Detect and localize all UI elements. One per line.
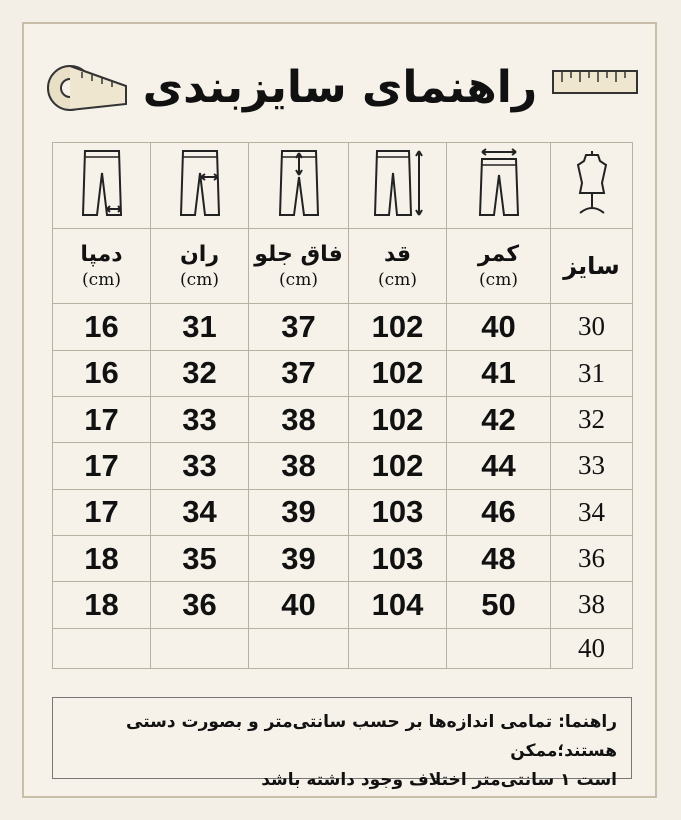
hem-cell: [53, 350, 151, 396]
waist-cell: [447, 535, 551, 581]
pants-hem-icon: [77, 147, 127, 219]
table-row: [53, 628, 633, 668]
length-value: 102: [371, 355, 424, 391]
waist-value: 46: [481, 494, 516, 530]
mannequin-cell: [551, 143, 633, 229]
size-cell: [551, 304, 633, 350]
length-cell: [349, 489, 447, 535]
mannequin-icon: [570, 149, 614, 217]
waist-header: کمر (cm): [447, 228, 551, 304]
header: [0, 48, 681, 128]
thigh-value: 32: [182, 355, 217, 391]
size-header: سایز: [551, 228, 633, 304]
size-cell: [551, 489, 633, 535]
waist-cell: [447, 489, 551, 535]
hem-cell: [53, 489, 151, 535]
length-value: 104: [371, 586, 424, 622]
table-row: [53, 443, 633, 489]
length-cell: [349, 443, 447, 489]
hem-value: 18: [84, 540, 119, 576]
length-value: 102: [371, 401, 424, 437]
rise-value: 38: [281, 447, 316, 483]
thigh-header: ران (cm): [151, 228, 249, 304]
size-cell: [551, 396, 633, 442]
size-value: 33: [578, 450, 605, 481]
size-cell: [551, 535, 633, 581]
thigh-icon-cell: [151, 143, 249, 229]
length-cell: [349, 628, 447, 668]
length-cell: [349, 350, 447, 396]
size-cell: [551, 582, 633, 628]
hem-value: 17: [84, 401, 119, 437]
hem-cell: [53, 443, 151, 489]
size-value: 34: [578, 496, 605, 527]
length-cell: [349, 582, 447, 628]
length-cell: [349, 396, 447, 442]
header-row: [53, 228, 633, 304]
rise-cell: [249, 582, 349, 628]
length-cell: [349, 535, 447, 581]
table-row: [53, 350, 633, 396]
thigh-value: 31: [182, 308, 217, 344]
size-value: 40: [578, 632, 605, 663]
thigh-cell: [151, 443, 249, 489]
hem-value: 17: [84, 494, 119, 530]
hem-value: 17: [84, 447, 119, 483]
rise-cell: [249, 396, 349, 442]
hem-cell: [53, 535, 151, 581]
thigh-value: 35: [182, 540, 217, 576]
size-value: 36: [578, 543, 605, 574]
length-value: 102: [371, 447, 424, 483]
thigh-value: 33: [182, 447, 217, 483]
page-title: راهنمای سایزبندی: [142, 62, 538, 113]
thigh-value: 34: [182, 494, 217, 530]
pants-waist-icon: [474, 147, 524, 219]
size-value: 30: [578, 311, 605, 342]
rise-header: فاق جلو (cm): [249, 228, 349, 304]
length-icon-cell: [349, 143, 447, 229]
waist-value: 48: [481, 540, 516, 576]
size-table: [52, 142, 633, 669]
rise-value: 37: [281, 308, 316, 344]
pants-length-icon: [371, 147, 425, 219]
measuring-tape-icon: [42, 60, 134, 118]
note-line-1: راهنما: تمامی اندازه‌ها بر حسب سانتی‌متر و بصورت دستی هستند؛ممکن: [126, 712, 617, 761]
waist-value: 40: [481, 308, 516, 344]
rise-icon-cell: [249, 143, 349, 229]
waist-icon-cell: [447, 143, 551, 229]
rise-value: 38: [281, 401, 316, 437]
waist-cell: [447, 304, 551, 350]
rise-value: 39: [281, 540, 316, 576]
waist-cell: [447, 443, 551, 489]
rise-cell: [249, 304, 349, 350]
size-value: 32: [578, 404, 605, 435]
size-cell: [551, 350, 633, 396]
size-cell: [551, 443, 633, 489]
thigh-cell: [151, 350, 249, 396]
rise-cell: [249, 489, 349, 535]
table-row: [53, 304, 633, 350]
hem-value: 16: [84, 355, 119, 391]
length-value: 102: [371, 308, 424, 344]
waist-value: 50: [481, 586, 516, 622]
hem-cell: [53, 304, 151, 350]
waist-cell: [447, 350, 551, 396]
thigh-value: 36: [182, 586, 217, 622]
hem-value: 18: [84, 586, 119, 622]
rise-value: 37: [281, 355, 316, 391]
thigh-cell: [151, 396, 249, 442]
hem-cell: [53, 396, 151, 442]
note-box: [52, 697, 632, 790]
thigh-cell: [151, 582, 249, 628]
table-body: [53, 304, 633, 669]
icon-row: [53, 143, 633, 229]
table-row: [53, 396, 633, 442]
waist-cell: [447, 582, 551, 628]
waist-value: 44: [481, 447, 516, 483]
rise-cell: [249, 628, 349, 668]
table-row: [53, 582, 633, 628]
table-row: [53, 489, 633, 535]
hem-cell: [53, 628, 151, 668]
thigh-cell: [151, 304, 249, 350]
length-header: قد (cm): [349, 228, 447, 304]
size-value: 38: [578, 589, 605, 620]
length-value: 103: [371, 540, 424, 576]
size-cell: [551, 628, 633, 668]
thigh-cell: [151, 628, 249, 668]
hem-icon-cell: [53, 143, 151, 229]
pants-rise-icon: [274, 147, 324, 219]
waist-value: 41: [481, 355, 516, 391]
ruler-icon: [552, 70, 638, 94]
rise-cell: [249, 535, 349, 581]
thigh-cell: [151, 535, 249, 581]
table-row: [53, 535, 633, 581]
thigh-cell: [151, 489, 249, 535]
waist-cell: [447, 628, 551, 668]
rise-value: 39: [281, 494, 316, 530]
rise-value: 40: [281, 586, 316, 622]
note-line-2: است ۱ سانتی‌متر اختلاف وجود داشته باشد: [261, 770, 617, 790]
hem-cell: [53, 582, 151, 628]
length-value: 103: [371, 494, 424, 530]
pants-thigh-icon: [175, 147, 225, 219]
rise-cell: [249, 350, 349, 396]
rise-cell: [249, 443, 349, 489]
waist-value: 42: [481, 401, 516, 437]
hem-value: 16: [84, 308, 119, 344]
thigh-value: 33: [182, 401, 217, 437]
hem-header: دمپا (cm): [53, 228, 151, 304]
size-value: 31: [578, 357, 605, 388]
waist-cell: [447, 396, 551, 442]
length-cell: [349, 304, 447, 350]
